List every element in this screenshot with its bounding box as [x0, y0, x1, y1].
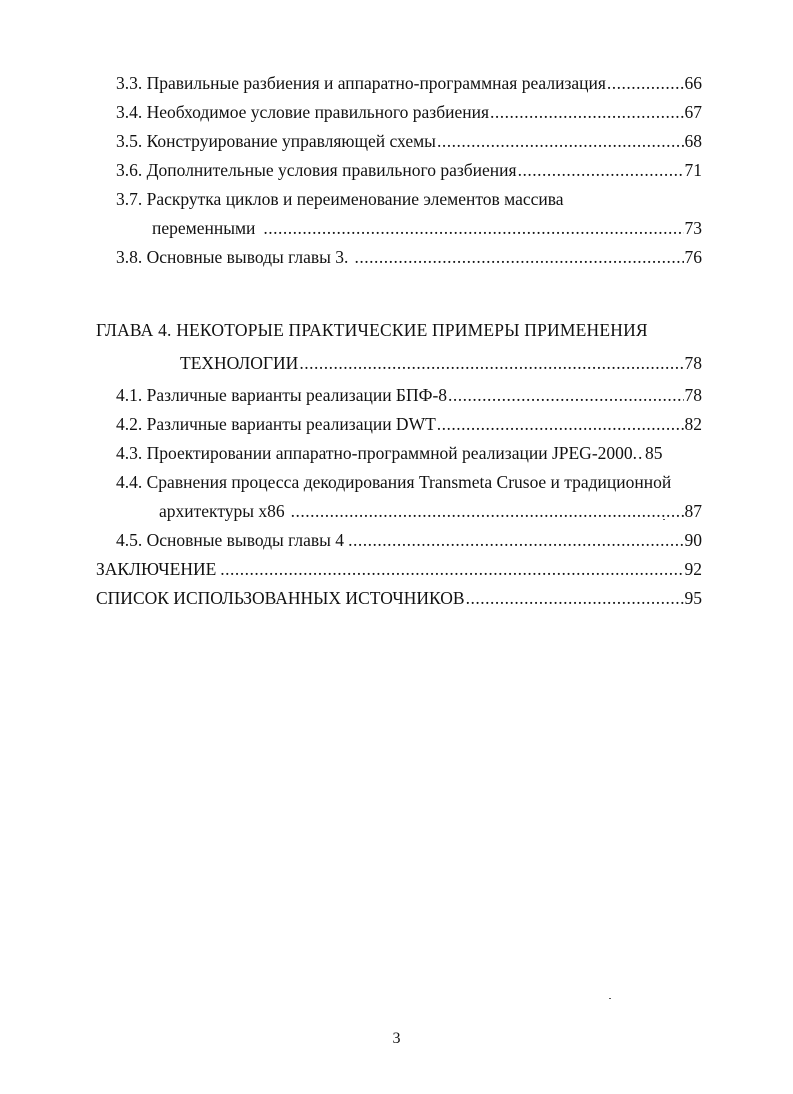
toc-entry-4-2: [116, 413, 702, 435]
toc-leader-dots: [490, 101, 683, 123]
toc-entry-page: 66: [684, 73, 702, 93]
toc-leader-dots: [448, 384, 683, 406]
toc-entry-page: 78: [684, 353, 702, 373]
toc-entry-label: СПИСОК ИСПОЛЬЗОВАННЫХ ИСТОЧНИКОВ: [96, 588, 465, 608]
toc-entry-page: 87: [684, 501, 702, 521]
toc-leader-dots: [263, 217, 683, 239]
toc-leader-dots: [437, 413, 684, 435]
toc-entry-4-3: [116, 442, 702, 464]
toc-entry-label: переменными: [152, 218, 256, 238]
toc-leader-dots: [437, 130, 684, 152]
toc-entry-label: 3.6. Дополнительные условия правильного разбиения: [116, 160, 517, 180]
toc-entry-page: 92: [684, 559, 702, 579]
toc-entry-3-4: [116, 101, 702, 123]
scan-speck: [663, 519, 665, 520]
toc-entry-label: 3.4. Необходимое условие правильного разбиения: [116, 102, 490, 122]
toc-leader-dots: [291, 500, 684, 522]
toc-entry-references: [96, 587, 702, 609]
toc-entry-page: 71: [684, 160, 702, 180]
chapter-4-title-line1: ГЛАВА 4. НЕКОТОРЫЕ ПРАКТИЧЕСКИЕ ПРИМЕРЫ ПРИМЕНЕНИЯ: [96, 320, 648, 340]
toc-entry-page: 76: [684, 247, 702, 267]
toc-entry-page: 95: [684, 588, 702, 608]
toc-entry-page: 85: [645, 443, 663, 463]
toc-entry-4-1: [116, 384, 702, 406]
toc-entry-page: 82: [684, 414, 702, 434]
toc-entry-3-5: [116, 130, 702, 152]
page-number: 3: [392, 1030, 401, 1047]
toc-entry-page: 68: [684, 131, 702, 151]
toc-entry-3-7-line1: 3.7. Раскрутка циклов и переименование элементов массива: [116, 189, 564, 209]
toc-entry-label: 4.2. Различные варианты реализации DWT: [116, 414, 436, 434]
toc-entry-3-6: [116, 159, 702, 181]
toc-entry-page: 67: [684, 102, 702, 122]
toc-entry-3-3: [116, 72, 702, 94]
toc-entry-page: 73: [684, 218, 702, 238]
toc-leader-dots: [220, 558, 683, 580]
toc-entry-label: 4.5. Основные выводы главы 4: [116, 530, 345, 550]
toc-entry-label: ТЕХНОЛОГИИ: [180, 353, 299, 373]
toc-entry-label: 4.1. Различные варианты реализации БПФ-8: [116, 385, 448, 405]
toc-entry-4-5: [116, 529, 702, 551]
toc-entry-label: 3.5. Конструирование управляющей схемы: [116, 131, 436, 151]
toc-leader-dots: [607, 72, 684, 94]
toc-entry-4-4-line1: 4.4. Сравнения процесса декодирования Transmeta Crusoe и традиционной: [116, 472, 672, 492]
toc-leader-dots: [638, 442, 644, 464]
toc-entry-3-7-line2: [152, 217, 702, 239]
toc-leader-dots: [518, 159, 684, 181]
toc-entry-conclusion: [96, 558, 702, 580]
toc-leader-dots: [348, 529, 683, 551]
toc-entry-4-4-line2: [159, 500, 702, 522]
toc-entry-label: архитектуры x86: [159, 501, 285, 521]
toc-entry-page: 90: [684, 530, 702, 550]
toc-entry-3-8: [116, 246, 702, 268]
scan-speck: [609, 998, 611, 999]
toc-entry-label: 3.3. Правильные разбиения и аппаратно-программная реализация: [116, 73, 606, 93]
toc-leader-dots: [466, 587, 684, 609]
chapter-4-title-line2: [180, 352, 702, 374]
toc-entry-page: 78: [684, 385, 702, 405]
toc-entry-label: 3.8. Основные выводы главы 3.: [116, 247, 349, 267]
toc-entry-label: 4.3. Проектировании аппаратно-программной реализации JPEG-2000.: [116, 443, 638, 463]
toc-entry-label: ЗАКЛЮЧЕНИЕ: [96, 559, 217, 579]
toc-leader-dots: [354, 246, 683, 268]
toc-leader-dots: [299, 352, 683, 374]
